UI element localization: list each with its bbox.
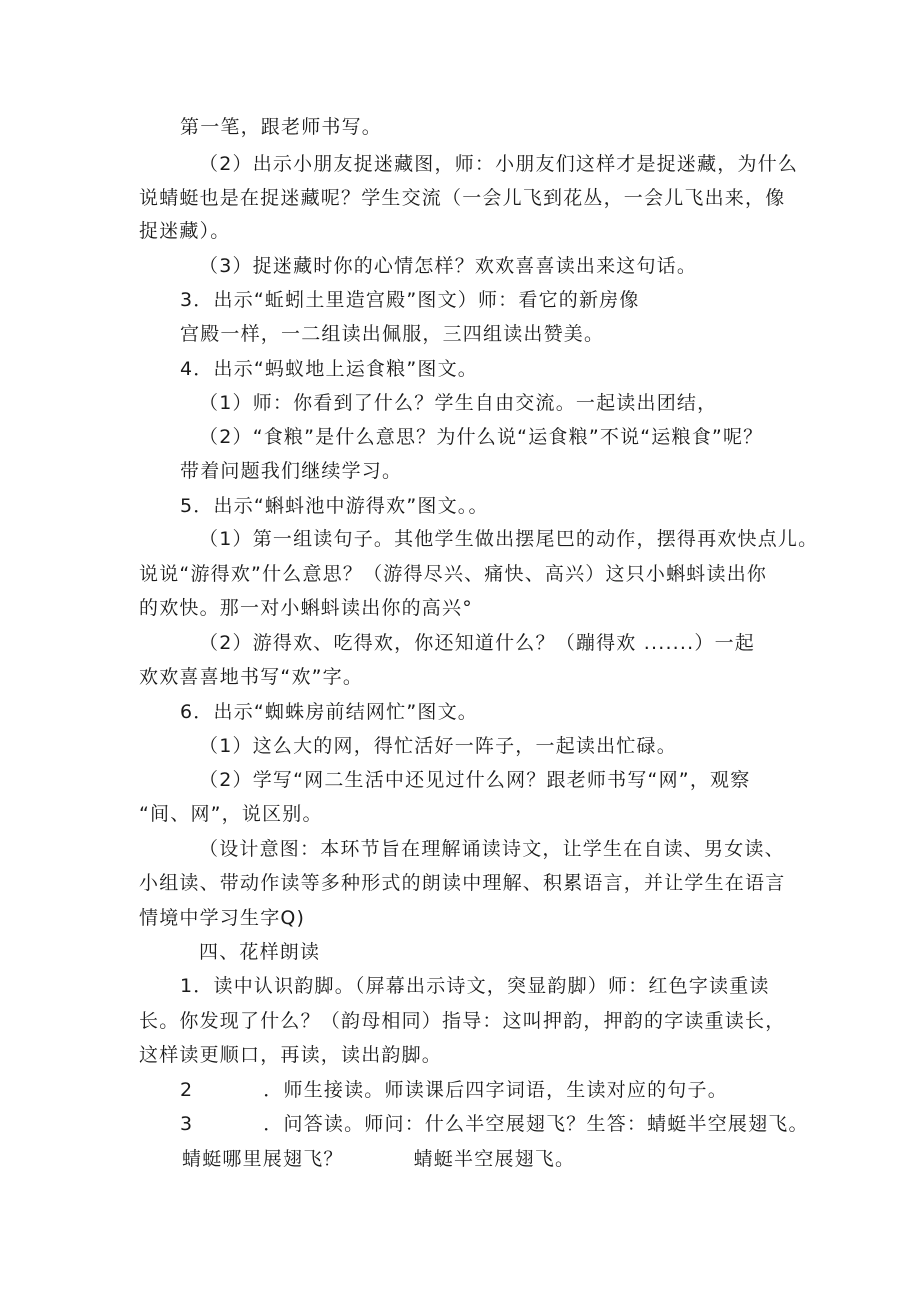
text-line: 4．出示“蚂蚁地上运食粮”图文。 bbox=[180, 358, 478, 380]
text-line: 欢欢喜喜地书写“欢”字。 bbox=[139, 666, 364, 688]
text-line: 小组读、带动作读等多种形式的朗读中理解、积累语言，并让学生在语言 bbox=[139, 872, 786, 894]
text-line: 3．出示“蚯蚓土里造宫殿”图文）师：看它的新房像 bbox=[180, 289, 640, 311]
text-line: （设计意图：本环节旨在理解诵读诗文，让学生在自读、男女读、 bbox=[199, 838, 785, 860]
dialogue-question: 蜻蜓哪里展翅飞？ bbox=[182, 1148, 344, 1170]
text-line: “间、网”，说区别。 bbox=[139, 803, 323, 825]
dialogue-answer: 蜻蜓半空展翅飞。 bbox=[413, 1148, 576, 1170]
text-line: 的欢快。那一对小蝌蚪读出你的高兴° bbox=[139, 597, 473, 619]
text-line: 情境中学习生字Q) bbox=[139, 907, 306, 929]
list-item-text: ．问答读。师问：什么半空展翅飞？生答：蜻蜓半空展翅飞。 bbox=[263, 1113, 809, 1135]
text-line: 带着问题我们继续学习。 bbox=[180, 460, 403, 482]
text-line: 这样读更顺口，再读，读出韵脚。 bbox=[139, 1044, 443, 1066]
text-line: 宫殿一样，一二组读出佩服，三四组读出赞美。 bbox=[180, 323, 605, 345]
text-line: 1．读中认识韵脚。（屏幕出示诗文，突显韵脚）师：红色字读重读 bbox=[180, 975, 770, 997]
text-line: （1）这么大的网，得忙活好一阵子，一起读出忙碌。 bbox=[199, 735, 677, 757]
text-line: （2）游得欢、吃得欢，你还知道什么？（蹦得欢 .......）一起 bbox=[199, 632, 756, 654]
dialogue-line bbox=[182, 1150, 575, 1169]
section-heading: 四、花样朗读 bbox=[199, 941, 321, 963]
text-line: （2）出示小朋友捉迷藏图，师：小朋友们这样才是捉迷藏，为什么 bbox=[199, 153, 799, 175]
list-item-text: ．师生接读。师读课后四字词语，生读对应的句子。 bbox=[263, 1079, 728, 1101]
text-line: 捉迷藏）。 bbox=[139, 220, 231, 242]
text-line: （1）师：你看到了什么？学生自由交流。一起读出团结， bbox=[199, 392, 718, 414]
text-line: 说蜻蜓也是在捉迷藏呢？学生交流（一会儿飞到花丛，一会儿飞出来，像 bbox=[139, 187, 786, 209]
text-line: （2）“食粮”是什么意思？为什么说“运食粮”不说“运粮食”呢？ bbox=[199, 426, 764, 448]
text-line: 第一笔，跟老师书写。 bbox=[180, 116, 383, 138]
text-line: （3）捉迷藏时你的心情怎样？欢欢喜喜读出来这句话。 bbox=[199, 255, 698, 277]
list-item bbox=[180, 1081, 728, 1100]
text-line: （2）学写“网二生活中还见过什么网？跟老师书写“网”，观察 bbox=[199, 769, 751, 791]
list-item-number: 3 bbox=[180, 1113, 194, 1135]
list-item-number: 2 bbox=[180, 1079, 194, 1101]
text-line: 说说“游得欢”什么意思？（游得尽兴、痛快、高兴）这只小蝌蚪读出你 bbox=[139, 563, 768, 585]
text-line: 长。你发现了什么？（韵母相同）指导：这叫押韵，押韵的字读重读长， bbox=[139, 1010, 786, 1032]
text-line: （1）第一组读句子。其他学生做出摆尾巴的动作，摆得再欢快点儿。 bbox=[199, 528, 819, 550]
text-line: 5．出示“蝌蚪池中游得欢”图文。。 bbox=[180, 495, 489, 517]
text-line: 6．出示“蜘蛛房前结网忙”图文。 bbox=[180, 701, 478, 723]
list-item bbox=[180, 1115, 809, 1134]
